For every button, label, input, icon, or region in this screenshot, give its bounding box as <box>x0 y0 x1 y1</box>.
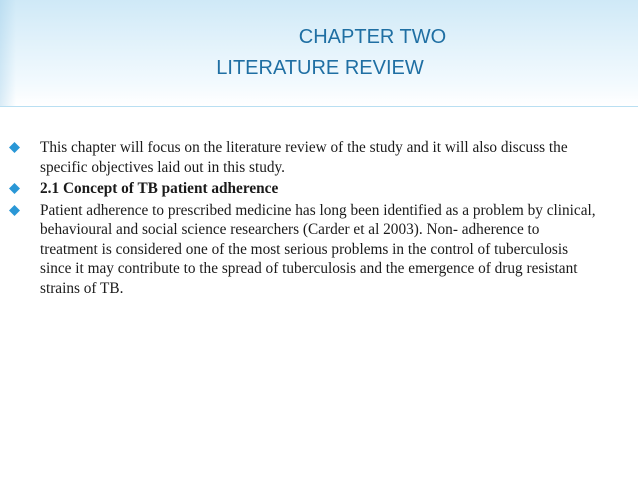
bullet-item-intro <box>40 138 600 177</box>
bullet-item-heading <box>40 179 600 199</box>
title-line-2: LITERATURE REVIEW <box>216 57 424 79</box>
title-divider <box>0 106 638 107</box>
bullet-text: Patient adherence to prescribed medicine has long been identified as a problem by clinical, behavioural and social science researchers (Carder et al 2003). Non- adherence to treatment is considered one of the most serious problems in the control of tuberculosis since it may contribute to the spread of tuberculosis and the emergence of drug resistant strains of TB. <box>40 201 596 297</box>
bullet-item-adherence <box>40 201 600 299</box>
bullet-text: This chapter will focus on the literature review of the study and it will also discuss the specific objectives laid out in this study. <box>40 139 568 176</box>
slide-title <box>0 22 638 84</box>
diamond-bullet-icon <box>9 205 20 216</box>
diamond-bullet-icon <box>9 183 20 194</box>
title-line-1: CHAPTER TWO <box>298 26 447 48</box>
bullet-list <box>40 138 600 298</box>
diamond-bullet-icon <box>9 142 20 153</box>
bullet-text: 2.1 Concept of TB patient adherence <box>40 180 279 197</box>
